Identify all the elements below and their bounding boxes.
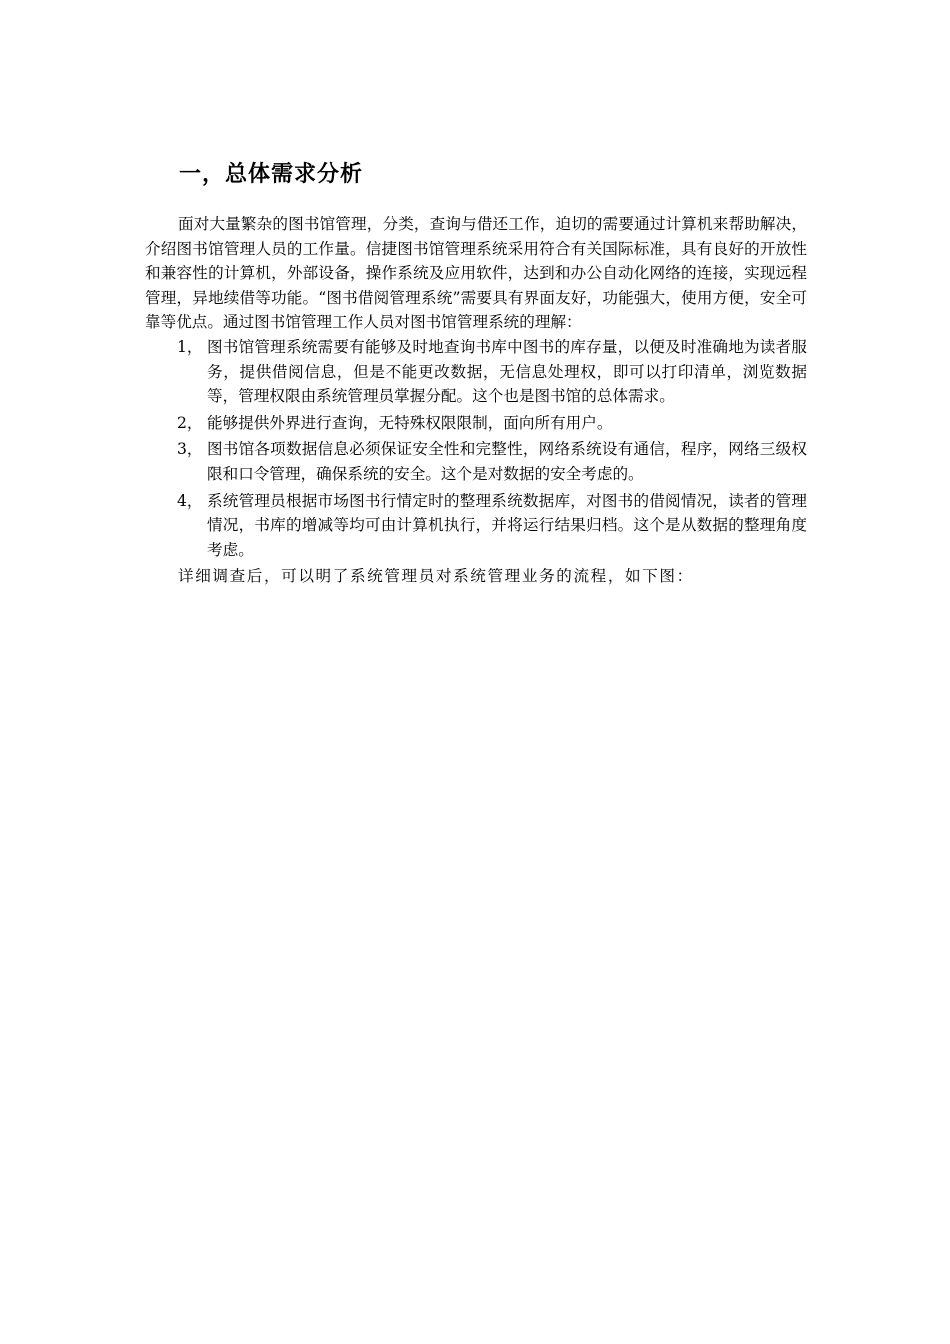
requirements-list [145, 335, 807, 562]
list-item [145, 437, 807, 486]
list-item-number: 4， [177, 491, 203, 510]
list-item-number: 2， [177, 413, 203, 432]
list-item [145, 411, 807, 436]
closing-paragraph: 详细调查后，可以明了系统管理员对系统管理业务的流程，如下图： [178, 567, 694, 586]
list-item-text: 能够提供外界进行查询，无特殊权限限制，面向所有用户。 [207, 413, 613, 432]
section-heading: 一，总体需求分析 [179, 162, 364, 187]
list-item-text: 图书馆管理系统需要有能够及时地查询书库中图书的库存量，以便及时准确地为读者服务，提供借阅信息，但是不能更改数据，无信息处理权，即可以打印清单，浏览数据等，管理权限由系统管理员掌握分配。这个也是图书馆的总体需求。 [207, 337, 807, 406]
list-item-text: 系统管理员根据市场图书行情定时的整理系统数据库，对图书的借阅情况，读者的管理情况，书库的增减等均可由计算机执行，并将运行结果归档。这个是从数据的整理角度考虑。 [207, 491, 807, 559]
list-item-text: 图书馆各项数据信息必须保证安全性和完整性，网络系统设有通信，程序，网络三级权限和口令管理，确保系统的安全。这个是对数据的安全考虑的。 [207, 440, 807, 483]
list-item [145, 335, 807, 409]
document-body [145, 158, 807, 589]
list-item-number: 3， [177, 440, 203, 459]
list-item [145, 489, 807, 563]
intro-paragraph: 面对大量繁杂的图书馆管理，分类，查询与借还工作，迫切的需要通过计算机来帮助解决，介绍图书馆管理人员的工作量。信捷图书馆管理系统采用符合有关国际标准，具有良好的开放性和兼容性的计算机，外部设备，操作系统及应用软件，达到和办公自动化网络的连接，实现远程管理，异地续借等功能。“图书借阅管理系统”需要具有界面友好，功能强大，使用方便，安全可靠等优点。通过图书馆管理工作人员对图书馆管理系统的理解： [145, 215, 807, 332]
list-item-number: 1， [177, 337, 203, 356]
